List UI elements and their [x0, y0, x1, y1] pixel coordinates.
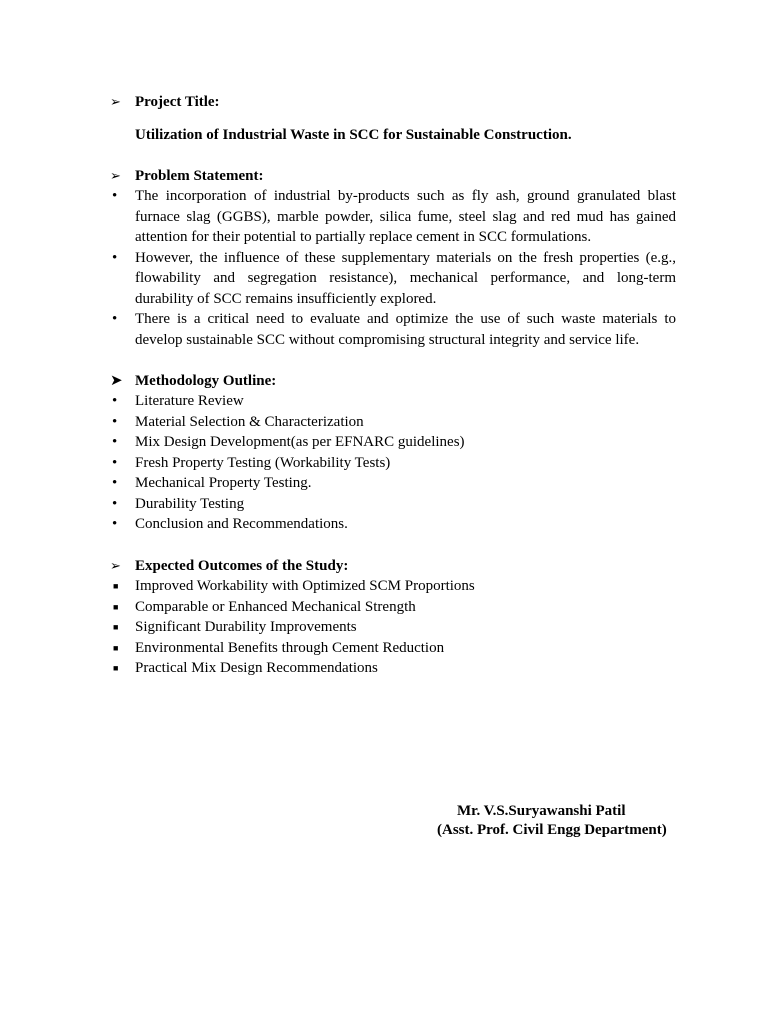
list-item: [110, 412, 676, 433]
list-item-text: The incorporation of industrial by-products such as fly ash, ground granulated blast furnace slag (GGBS), marble powder, silica fume, steel slag and red mud has gained attention for their potential to partially replace cement in SCC formulations.: [135, 188, 676, 245]
bullet-icon: •: [112, 311, 118, 327]
arrow-bullet-icon: ➢: [110, 94, 121, 109]
problem-statement-list: [110, 186, 676, 350]
list-item-text: Mix Design Development(as per EFNARC guidelines): [135, 434, 465, 450]
arrow-bullet-icon: ➢: [110, 168, 121, 183]
list-item: [110, 576, 676, 597]
signature-role: (Asst. Prof. Civil Engg Department): [437, 822, 667, 838]
list-item: [110, 514, 676, 535]
bullet-icon: •: [112, 188, 118, 204]
list-item-text: Practical Mix Design Recommendations: [135, 660, 378, 676]
list-item: [110, 617, 676, 638]
list-item-text: There is a critical need to evaluate and optimize the use of such waste materials to develop sustainable SCC without compromising structural integrity and service life.: [135, 311, 676, 348]
list-item: [110, 186, 676, 248]
square-bullet-icon: ■: [113, 642, 119, 653]
expected-outcomes-heading: [110, 556, 676, 576]
list-item: [110, 453, 676, 474]
bullet-icon: •: [112, 516, 118, 532]
bullet-icon: •: [112, 475, 118, 491]
methodology-heading: [110, 371, 676, 391]
list-item-text: Comparable or Enhanced Mechanical Strength: [135, 598, 416, 615]
list-item: [110, 391, 676, 412]
square-bullet-icon: ■: [113, 663, 119, 673]
list-item: [110, 638, 676, 659]
expected-outcomes-section: [110, 556, 676, 679]
list-item-text: Material Selection & Characterization: [135, 413, 364, 430]
bullet-icon: •: [112, 434, 118, 450]
project-title-label: Project Title:: [135, 94, 220, 110]
methodology-list: [110, 391, 676, 535]
list-item-text: Conclusion and Recommendations.: [135, 516, 348, 532]
bullet-icon: •: [112, 249, 118, 266]
expected-outcomes-label: Expected Outcomes of the Study:: [135, 558, 349, 574]
bullet-icon: •: [112, 413, 118, 430]
list-item: [110, 658, 676, 679]
project-title-section: [110, 92, 676, 112]
list-item: [110, 494, 676, 515]
problem-statement-heading: [110, 166, 676, 186]
list-item-text: Durability Testing: [135, 495, 245, 512]
square-bullet-icon: ■: [113, 581, 119, 591]
signature-name: Mr. V.S.Suryawanshi Patil: [457, 803, 626, 819]
list-item: [110, 473, 676, 494]
project-title: Utilization of Industrial Waste in SCC for Sustainable Construction.: [135, 127, 572, 143]
list-item: [110, 248, 676, 310]
arrow-bullet-icon: ➢: [110, 558, 121, 573]
project-title-heading: [110, 92, 676, 112]
problem-statement-label: Problem Statement:: [135, 168, 264, 184]
list-item-text: Literature Review: [135, 393, 244, 409]
square-bullet-icon: ■: [113, 622, 119, 632]
list-item: [110, 597, 676, 618]
list-item-text: Improved Workability with Optimized SCM Proportions: [135, 578, 475, 594]
list-item-text: However, the influence of these supplementary materials on the fresh properties (e.g., flowability and segregation resistance), mechanical performance, and long-term durability of SCC remains insufficiently explored.: [135, 249, 676, 307]
bullet-icon: •: [112, 495, 118, 512]
problem-statement-section: [110, 166, 676, 350]
methodology-section: [110, 371, 676, 535]
list-item-text: Fresh Property Testing (Workability Tests): [135, 454, 391, 471]
square-bullet-icon: ■: [113, 601, 119, 612]
list-item-text: Significant Durability Improvements: [135, 619, 357, 635]
expected-outcomes-list: [110, 576, 676, 679]
list-item: [110, 309, 676, 350]
bullet-icon: •: [112, 454, 118, 471]
bullet-icon: •: [112, 393, 118, 409]
arrow-bullet-icon: ➤: [110, 373, 123, 389]
list-item-text: Environmental Benefits through Cement Reduction: [135, 639, 445, 656]
methodology-label: Methodology Outline:: [135, 373, 277, 389]
list-item: [110, 432, 676, 453]
list-item-text: Mechanical Property Testing.: [135, 475, 312, 491]
